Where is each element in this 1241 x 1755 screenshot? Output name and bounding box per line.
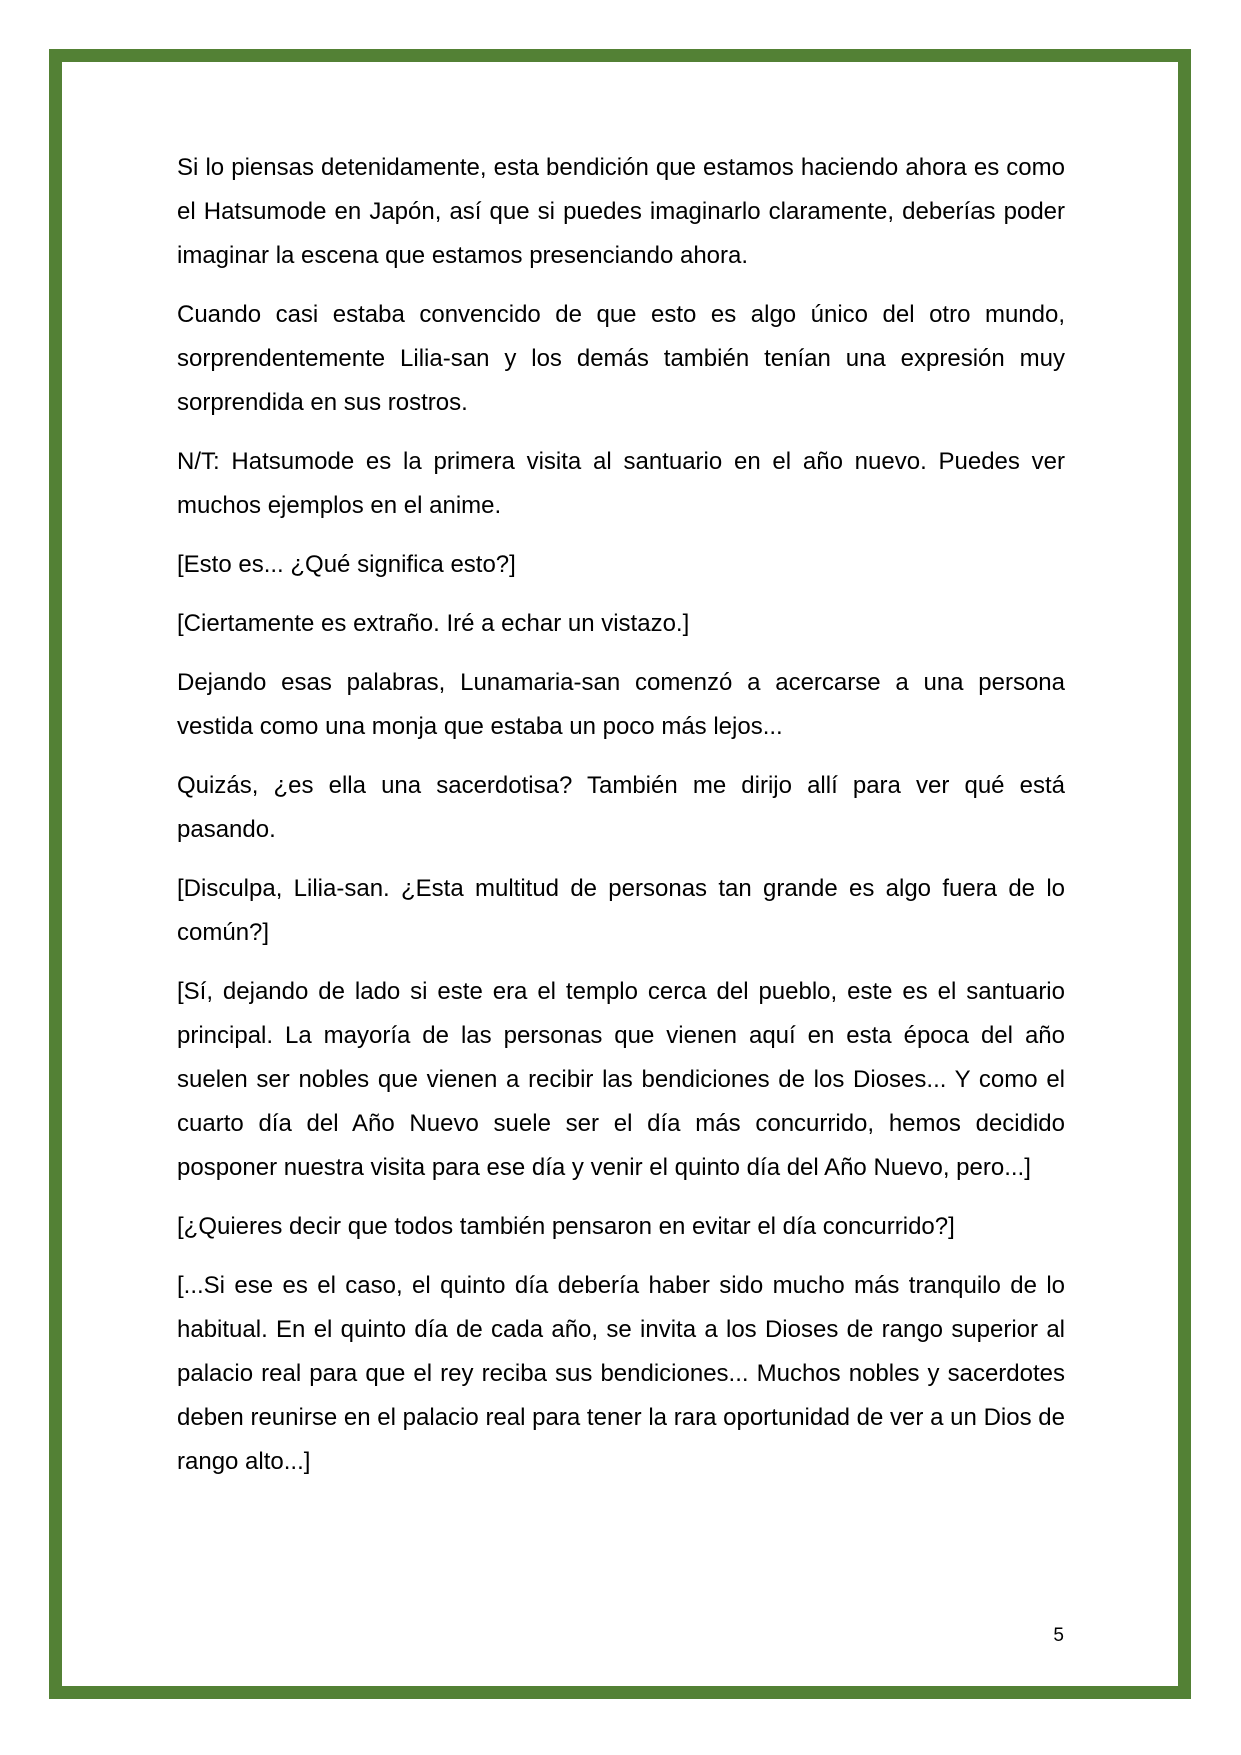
paragraph: [...Si ese es el caso, el quinto día debería haber sido mucho más tranquilo de lo habitual. En el quinto día de cada año, se invita a los Dioses de rango superior al palacio real para que el rey reciba sus bendiciones... Muchos nobles y sacerdotes deben reunirse en el palacio real para tener la rara oportunidad de ver a un Dios de rango alto...] bbox=[177, 1272, 1065, 1475]
document-body bbox=[177, 146, 1065, 1499]
paragraph: Quizás, ¿es ella una sacerdotisa? También me dirijo allí para ver qué está pasando. bbox=[177, 772, 1065, 843]
paragraph: [Sí, dejando de lado si este era el templo cerca del pueblo, este es el santuario principal. La mayoría de las personas que vienen aquí en esta época del año suelen ser nobles que vienen a recibir las bendiciones de los Dioses... Y como el cuarto día del Año Nuevo suele ser el día más concurrido, hemos decidido posponer nuestra visita para ese día y venir el quinto día del Año Nuevo, pero...] bbox=[177, 978, 1065, 1181]
paragraph: [Esto es... ¿Qué significa esto?] bbox=[177, 551, 516, 578]
page-number: 5 bbox=[1053, 1625, 1064, 1646]
paragraph: N/T: Hatsumode es la primera visita al santuario en el año nuevo. Puedes ver muchos ejemplos en el anime. bbox=[177, 448, 1065, 519]
paragraph: Si lo piensas detenidamente, esta bendición que estamos haciendo ahora es como el Hatsumode en Japón, así que si puedes imaginarlo claramente, deberías poder imaginar la escena que estamos presenciando ahora. bbox=[177, 154, 1065, 269]
paragraph: [¿Quieres decir que todos también pensaron en evitar el día concurrido?] bbox=[177, 1213, 955, 1240]
paragraph: Cuando casi estaba convencido de que esto es algo único del otro mundo, sorprendentemente Lilia-san y los demás también tenían una expresión muy sorprendida en sus rostros. bbox=[177, 301, 1065, 416]
paragraph: [Ciertamente es extraño. Iré a echar un vistazo.] bbox=[177, 610, 690, 637]
paragraph: [Disculpa, Lilia-san. ¿Esta multitud de personas tan grande es algo fuera de lo común?] bbox=[177, 875, 1065, 946]
paragraph: Dejando esas palabras, Lunamaria-san comenzó a acercarse a una persona vestida como una monja que estaba un poco más lejos... bbox=[177, 669, 1065, 740]
